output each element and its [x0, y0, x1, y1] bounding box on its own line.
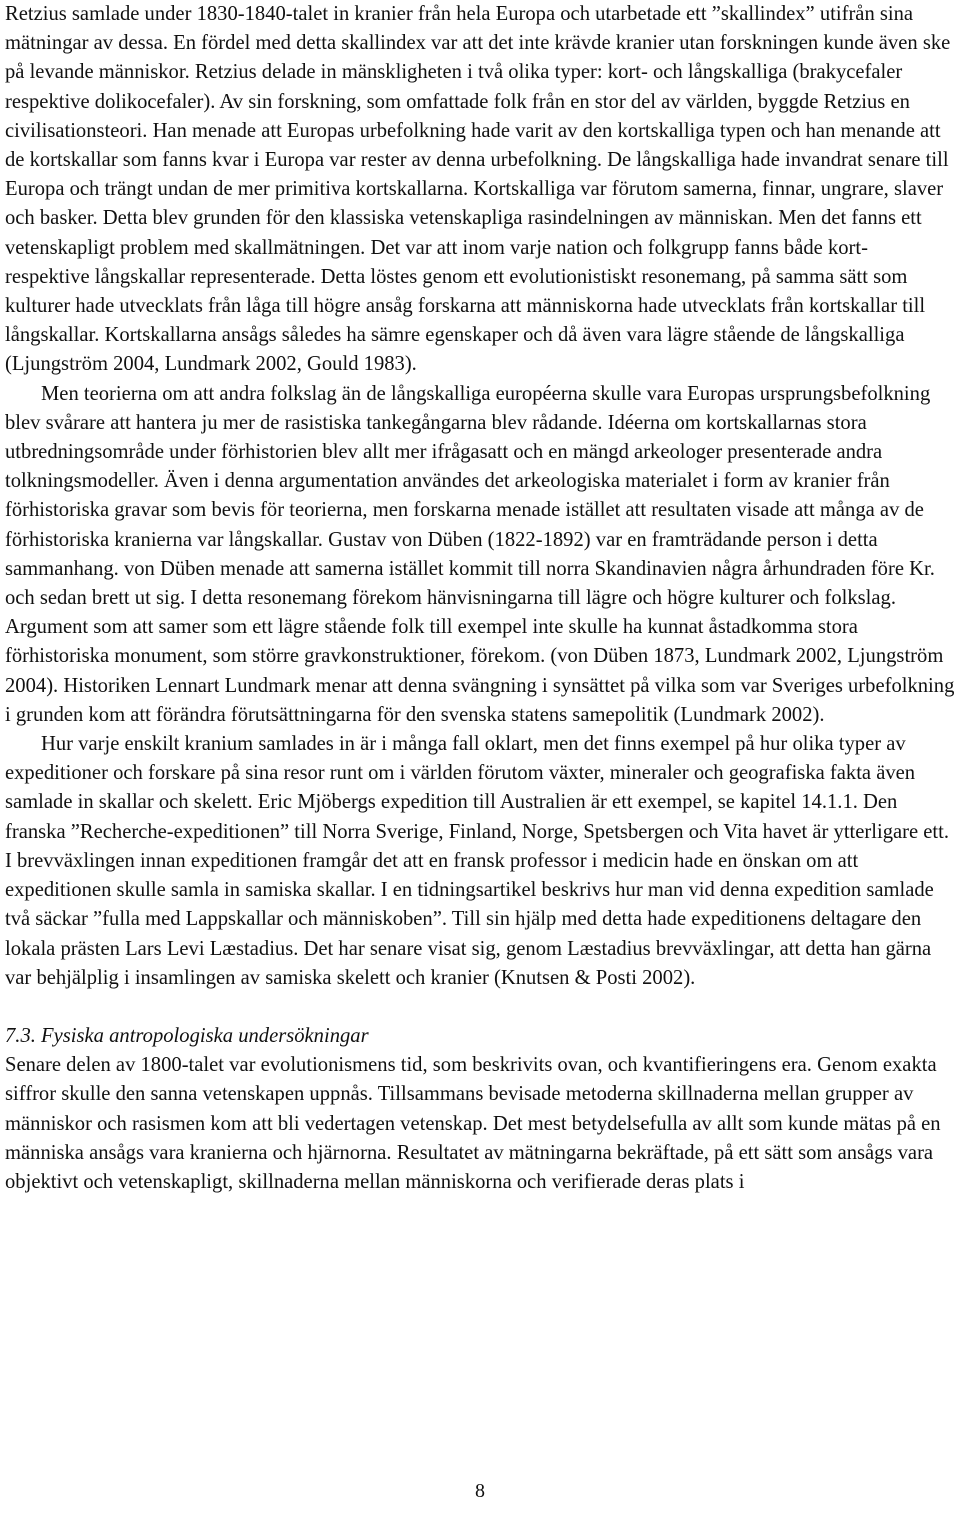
- paragraph-retzius-skallindex: Retzius samlade under 1830-1840-talet in kranier från hela Europa och utarbetade ett ”skallindex” utifrån sina mätningar av dessa. En fördel med detta skallindex var att det inte krävde kranier utan forskningen kunde även ske på levande människor. Retzius delade in mänskligheten i två olika typer: kort- och långskalliga (brakycefaler respektive dolikocefaler). Av sin forskning, som omfattade folk från en stor del av världen, byggde Retzius en civilisationsteori. Han menade att Europas urbefolkning hade varit av den kortskalliga typen och han menande att de kortskallar som fanns kvar i Europa var rester av denna urbefolkning. De långskalliga hade invandrat senare till Europa och trängt undan de mer primitiva kortskallarna. Kortskalliga var förutom samerna, finnar, ungrare, slaver och basker. Detta blev grunden för den klassiska vetenskapliga rasindelningen av människan. Men det fanns ett vetenskapligt problem med skallmätningen. Det var att inom varje nation och folkgrupp fanns både kort- respektive långskallar representerade. Detta löstes genom ett evolutionistiskt resonemang, på samma sätt som kulturer hade utvecklats från låga till högre ansåg forskarna att människorna hade utvecklats från kortskallar till långskallar. Kortskallarna ansågs således ha sämre egenskaper och då även vara lägre stående de långskalliga (Ljungström 2004, Lundmark 2002, Gould 1983).: [5, 3, 951, 376]
- section-spacer: [5, 993, 957, 1022]
- page-number: 8: [475, 1480, 485, 1502]
- paragraph-teorierna: Men teorierna om att andra folkslag än de långskalliga européerna skulle vara Europas ursprungsbefolkning blev svårare att hantera ju mer de rasistiska tankegångarna blev rådande. Idéerna om kortskallarnas stora utbredningsområde under förhistorien blev allt mer ifrågasatt och en mängd arkeologer presenterade andra tolkningsmodeller. Även i denna argumentation användes det arkeologiska materialet i form av kranier från förhistoriska gravar som bevis för teorierna, men forskarna menade istället att resultaten visade att många av de förhistoriska kranierna var långskallar. Gustav von Düben (1822-1892) var en framträdande person i detta sammanhang. von Düben menade att samerna istället kommit till norra Skandinavien några århundraden före Kr. och sedan brett ut sig. I detta resonemang förekom hänvisningarna till lägre och högre kulturer och folkslag. Argument som att samer som ett lägre stående folk till exempel inte skulle ha kunnat åstadkomma stora förhistoriska monument, som större gravkonstruktioner, förekom. (von Düben 1873, Lundmark 2002, Ljungström 2004). Historiken Lennart Lundmark menar att denna svängning i synsättet på vilka som var Sveriges urbefolkning i grunden kom att förändra förutsättningarna för den svenska statens samepolitik (Lundmark 2002).: [5, 382, 955, 726]
- document-page: [5, 0, 957, 1197]
- paragraph-evolutionismens-tid: Senare delen av 1800-talet var evolutionismens tid, som beskrivits ovan, och kvantifieringens era. Genom exakta siffror skulle den sanna vetenskapen uppnås. Tillsammans bevisade metoderna skillnaderna mellan grupper av människor och rasismen kom att bli vedertagen vetenskap. Det mest betydelsefulla av allt som kunde mätas på en människa ansågs vara kranierna och hjärnorna. Resultatet av mätningarna bekräftade, på ett sätt som ansågs vara objektivt och vetenskapligt, skillnaderna mellan människorna och verifierade deras plats i: [5, 1054, 941, 1193]
- section-heading: 7.3. Fysiska antropologiska undersökningar: [5, 1024, 369, 1047]
- paragraph-kranium-insamling: Hur varje enskilt kranium samlades in är i många fall oklart, men det finns exempel på hur olika typer av expeditioner och forskare på sina resor runt om i världen förutom växter, mineraler och geografiska fakta även samlade in skallar och skelett. Eric Mjöbergs expedition till Australien är ett exempel, se kapitel 14.1.1. Den franska ”Recherche-expeditionen” till Norra Sverige, Finland, Norge, Spetsbergen och Vita havet är ytterligare ett. I brevväxlingen innan expeditionen framgår det att en fransk professor i medicin hade en önskan om att expeditionen skulle samla in samiska skallar. I en tidningsartikel beskrivs hur man vid denna expedition samlade två säckar ”fulla med Lappskallar och människoben”. Till sin hjälp med detta hade expeditionens deltagare den lokala prästen Lars Levi Læstadius. Det har senare visat sig, genom Læstadius brevväxlingar, att detta han gärna var behjälplig i insamlingen av samiska skelett och kranier (Knutsen & Posti 2002).: [5, 733, 950, 989]
